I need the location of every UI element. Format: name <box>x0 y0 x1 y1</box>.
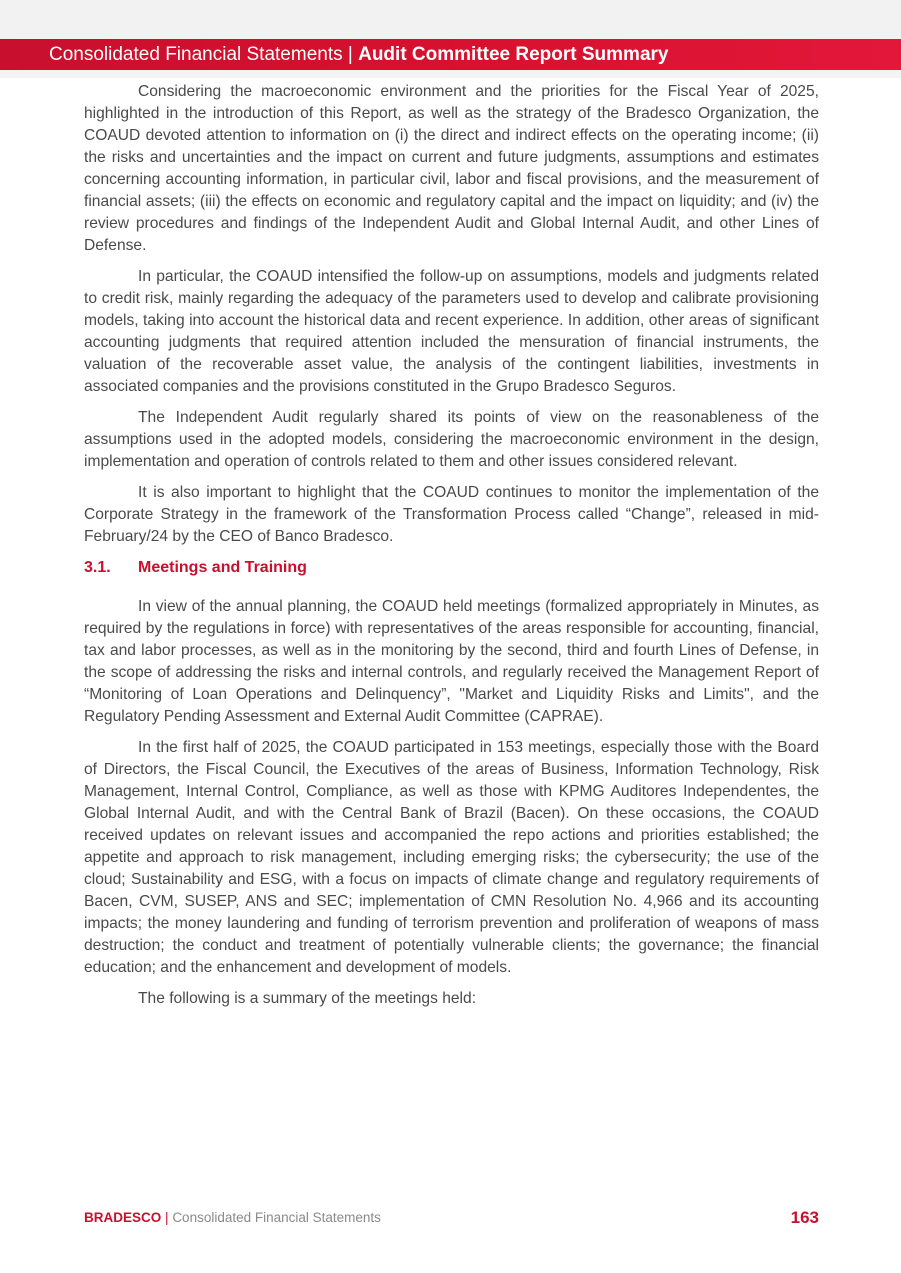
section-heading <box>84 557 819 579</box>
page-number: 163 <box>790 1208 819 1227</box>
body-paragraph: The following is a summary of the meetings held: <box>138 990 477 1007</box>
section-number: 3.1. <box>84 559 111 576</box>
header-title-right: Audit Committee Report Summary <box>358 44 669 65</box>
body-paragraph: In the first half of 2025, the COAUD participated in 153 meetings, especially those with the Board of Directors, the Fiscal Council, the Executives of the areas of Business, Information Technology, Risk Management, Internal Control, Compliance, as well as those with KPMG Auditores Independentes, the Global Internal Audit, and with the Central Bank of Brazil (Bacen). On these occasions, the COAUD received updates on relevant issues and accompanied the repo actions and priorities established; the appetite and approach to risk management, including emerging risks; the cybersecurity; the use of the cloud; Sustainability and ESG, with a focus on impacts of climate change and regulatory requirements of Bacen, CVM, SUSEP, ANS and SEC; implementation of CMN Resolution No. 4,966 and its accounting impacts; the money laundering and funding of terrorism prevention and proliferation of weapons of mass destruction; the conduct and treatment of potentially vulnerable clients; the governance; the financial education; and the enhancement and development of models. <box>84 739 819 976</box>
footer-document-title: Consolidated Financial Statements <box>172 1210 381 1225</box>
header-title-left: Consolidated Financial Statements <box>49 44 343 65</box>
body-paragraph: The Independent Audit regularly shared its points of view on the reasonableness of the assumptions used in the adopted models, considering the macroeconomic environment in the design, implementation and operation of controls related to them and other issues considered relevant. <box>84 409 819 470</box>
page-header <box>0 39 901 70</box>
body-paragraph: In view of the annual planning, the COAUD held meetings (formalized appropriately in Minutes, as required by the regulations in force) with representatives of the areas responsible for accounting, financial, tax and labor processes, as well as in the monitoring by the second, third and fourth Lines of Defense, in the scope of addressing the risks and internal controls, and regularly received the Management Report of “Monitoring of Loan Operations and Delinquency”, "Market and Liquidity Risks and Limits", and the Regulatory Pending Assessment and External Audit Committee (CAPRAE). <box>84 598 819 725</box>
section-title: Meetings and Training <box>138 559 307 576</box>
footer-brand: BRADESCO <box>84 1210 162 1225</box>
body-paragraph: Considering the macroeconomic environment and the priorities for the Fiscal Year of 2025, highlighted in the introduction of this Report, as well as the strategy of the Bradesco Organization, the COAUD devoted attention to information on (i) the direct and indirect effects on the operating income; (ii) the risks and uncertainties and the impact on current and future judgments, assumptions and estimates concerning accounting information, in particular civil, labor and fiscal provisions, and the measurement of financial assets; (iii) the effects on economic and regulatory capital and the impact on liquidity; and (iv) the review procedures and findings of the Independent Audit and Global Internal Audit, and other Lines of Defense. <box>84 83 819 254</box>
footer-separator: | <box>165 1210 169 1225</box>
header-shadow <box>0 70 901 78</box>
body-paragraph: It is also important to highlight that the COAUD continues to monitor the implementation of the Corporate Strategy in the framework of the Transformation Process called “Change”, released in mid-February/24 by the CEO of Banco Bradesco. <box>84 484 819 545</box>
body-content <box>84 81 819 1019</box>
page-footer <box>84 1206 819 1230</box>
top-strip <box>0 0 901 39</box>
header-separator: | <box>347 44 353 65</box>
body-paragraph: In particular, the COAUD intensified the follow-up on assumptions, models and judgments related to credit risk, mainly regarding the adequacy of the parameters used to develop and calibrate provisioning models, taking into account the historical data and recent experience. In addition, other areas of significant accounting judgments that required attention included the mensuration of financial instruments, the valuation of the recoverable asset value, the analysis of the contingent liabilities, investments in associated companies and the provisions constituted in the Grupo Bradesco Seguros. <box>84 268 819 395</box>
